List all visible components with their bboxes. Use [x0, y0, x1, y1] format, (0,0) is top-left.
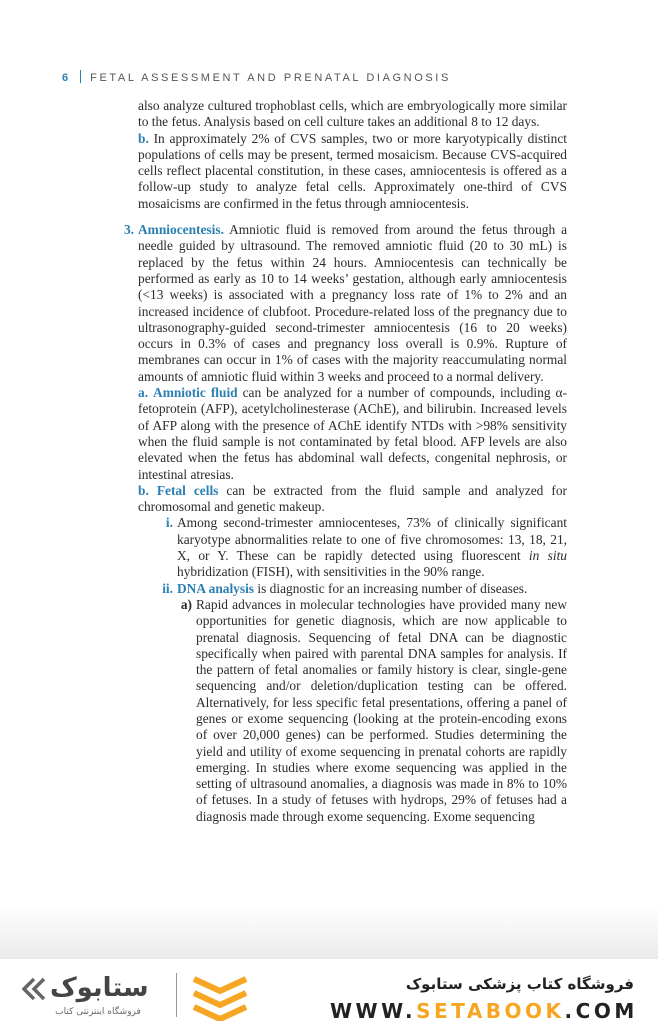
sub-item-ii-text: is diagnostic for an increasing number of diseases.: [257, 580, 528, 596]
fetal-cells-item: [138, 483, 567, 516]
section-heading: Amniocentesis.: [138, 222, 224, 238]
item-marker: b.: [138, 130, 149, 146]
amniocentesis-section: [123, 222, 568, 385]
sub-item-i-text-before: Among second-trimester amniocenteses, 73% of clinically significant karyotype abnormalities relate to one of five chromosomes: 13, 18, 21, X, or Y. These can be rapidly detected using fluorescent: [177, 515, 567, 564]
cvs-mosaicism-text: In approximately 2% of CVS samples, two or more karyotypically distinct populations of cells may be present, termed mosaicism. Because CVS-acquired cells reflect placental constitution, in these cases, amniocentesis is offered as a follow-up study to analyze fetal cells. Approximately one-third of CVS mosaicisms are confirmed in the fetus through amniocentesis.: [138, 130, 567, 211]
sub-sub-item-a: [180, 596, 567, 825]
fetal-cells-text: can be extracted from the fluid sample and analyzed for chromosomal and genetic makeup.: [138, 482, 567, 515]
running-header: [62, 70, 451, 84]
sub-item-heading: DNA analysis: [177, 580, 255, 596]
url-suffix: .COM: [564, 999, 638, 1023]
sub-sub-item-marker: a): [180, 596, 192, 612]
sub-item-ii: [162, 580, 567, 597]
store-url: [330, 999, 636, 1023]
page-body: [0, 98, 658, 825]
stacked-chevrons-icon: [190, 973, 250, 1021]
url-domain: SETABOOK: [416, 999, 565, 1023]
logo-divider: [176, 973, 177, 1017]
store-name: فروشگاه کتاب پزشکی ستابوک: [405, 975, 634, 993]
watermark-footer: [0, 958, 658, 1031]
logo-wordmark: ستابوک: [50, 973, 149, 1003]
chevron-arrows-icon: [22, 977, 48, 1001]
page-bottom-fade: [0, 905, 658, 960]
cvs-item-b: [138, 131, 567, 212]
amniotic-fluid-text: can be analyzed for a number of compounds, including α-fetoprotein (AFP), acetylcholinesterase (AChE), and bilirubin. Increased levels of AFP along with the presence of AChE identify NTDs with >98% sensitivity when the fluid sample is not contaminated by fetal blood. AFP levels are also elevated when the fetus has abdominal wall defects, congenital nephrosis, or intestinal atresias.: [138, 385, 567, 482]
sub-item-marker: ii.: [162, 580, 173, 596]
url-prefix: WWW.: [330, 999, 417, 1023]
dna-analysis-text: Rapid advances in molecular technologies have provided many new opportunities for genetic diagnosis, which are now applicable to prenatal diagnosis. Sequencing of fetal DNA can be diagnostic specifically when paired with parental DNA samples for analysis. If the pattern of fetal anomalies or family history is clear, single-gene sequencing and/or deletion/duplication testing can be offered. Alternatively, for less specific fetal presentations, offering a panel of genes or exome sequencing (looking at the protein-encoding exons of over 20,000 genes) can be performed. Studies determining the yield and utility of exome sequencing in prenatal cohorts are rapidly emerging. In studies where exome sequencing was applied in the setting of ultrasound anomalies, a diagnosis was made in 8% to 10% of fetuses. In a study of fetuses with hydrops, 29% of fetuses had a diagnosis made through exome sequencing. Exome sequencing: [196, 596, 567, 824]
continuation-text: also analyze cultured trophoblast cells, which are embryologically more similar to the fetus. Analysis based on cell culture takes an additional 8 to 12 days.: [138, 98, 567, 130]
item-heading: Amniotic fluid: [153, 385, 238, 401]
section-number: 3.: [123, 222, 134, 238]
running-title: FETAL ASSESSMENT AND PRENATAL DIAGNOSIS: [90, 72, 451, 84]
cvs-continuation: [138, 98, 567, 131]
sub-item-marker: i.: [165, 515, 173, 531]
page-number: 6: [62, 72, 69, 84]
logo-subtitle: فروشگاه اینترنتی کتاب: [55, 1007, 141, 1017]
amniotic-fluid-item: [138, 385, 567, 483]
item-marker: b.: [138, 482, 149, 498]
header-divider: [80, 70, 81, 83]
amniocentesis-text: Amniotic fluid is removed from around the fetus through a needle guided by ultrasound. The removed amniotic fluid (20 to 30 mL) is replaced by the fetus within 24 hours. Amniocentesis can technically be performed as early as 10 to 14 weeks’ gestation, although early amniocentesis (<13 weeks) is associated with a pregnancy loss rate of 1% to 2% and an increased incidence of clubfoot. Procedure-related loss of the pregnancy due to ultrasonography-guided second-trimester amniocentesis (16 to 20 weeks) occurs in 0.3% of cases and pregnancy loss overall is 0.9%. Rupture of membranes can occur in 1% of cases with the majority reaccumulating normal amounts of amniotic fluid within 3 weeks and proceed to a normal delivery.: [138, 222, 568, 384]
sub-item-i-text-after: hybridization (FISH), with sensitivities in the 90% range.: [177, 564, 485, 580]
italic-term: in situ: [528, 548, 567, 564]
item-heading: Fetal cells: [156, 482, 219, 498]
item-marker: a.: [138, 385, 149, 401]
sub-item-i: [165, 515, 567, 580]
